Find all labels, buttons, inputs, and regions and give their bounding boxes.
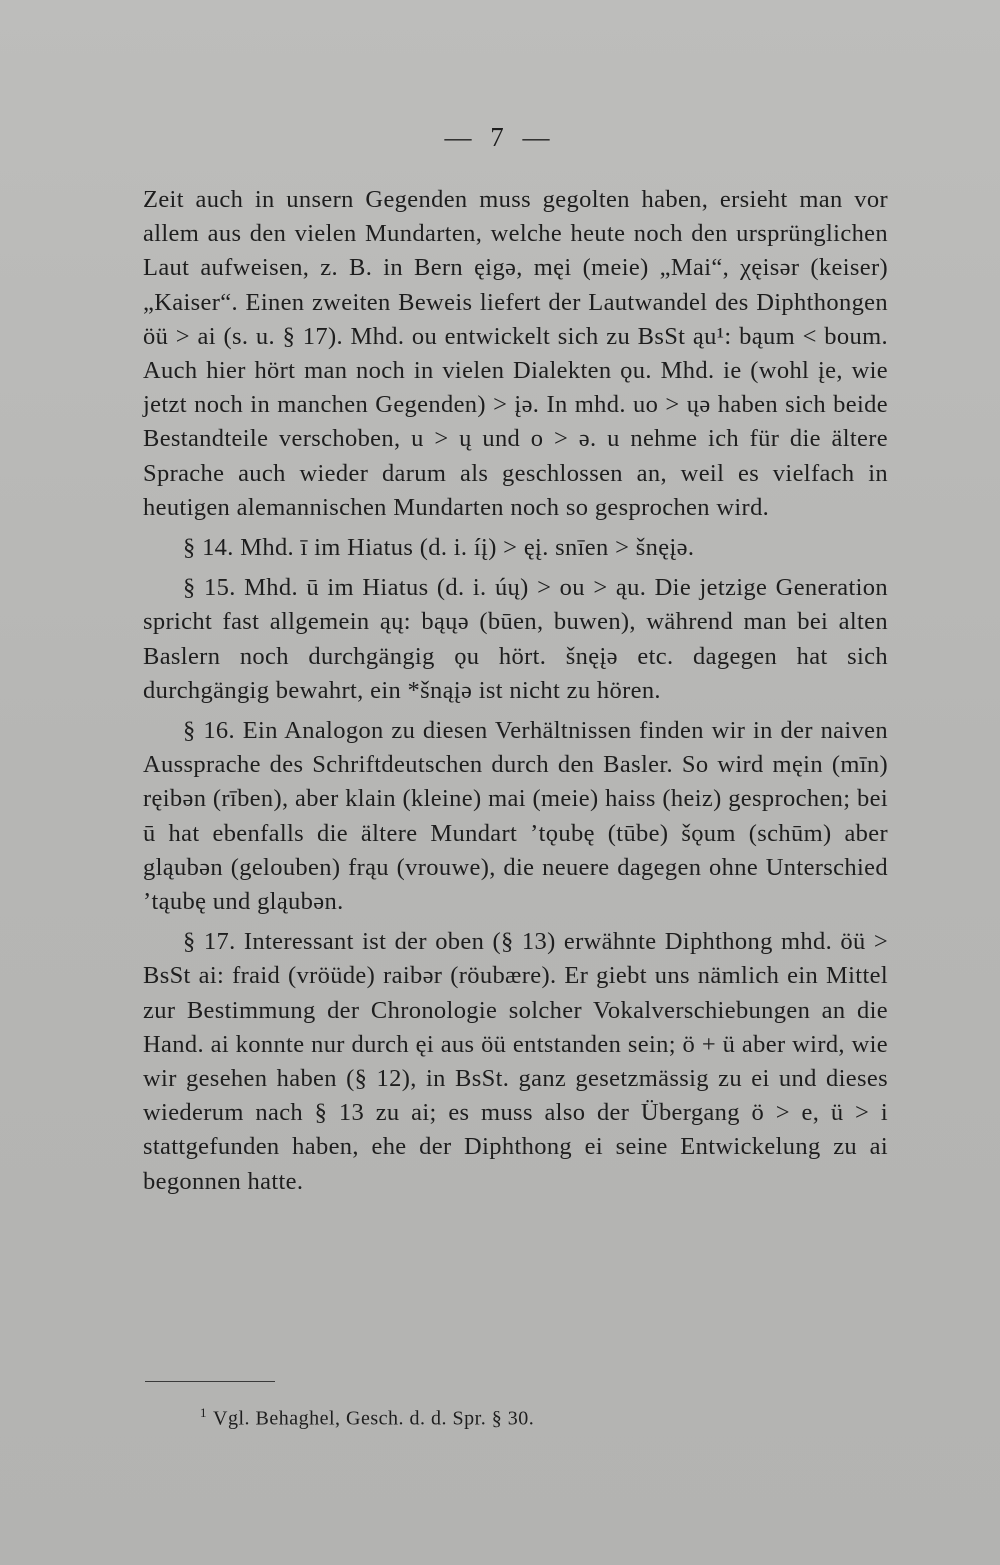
paragraph-section-17: § 17. Interessant ist der oben (§ 13) erwähnte Diphthong mhd. öü > BsSt ai: fraid (vröüde) raibər (röubære). Er giebt uns nämlich ein Mittel zur Bestimmung der Chronologie solcher Vokalverschiebungen an die Hand. ai konnte nur durch ęi aus öü entstanden sein; ö + ü aber wird, wie wir gesehen haben (§ 12), in BsSt. ganz gesetzmässig zu ei und dieses wiederum nach § 13 zu ai; es muss also der Übergang ö > e, ü > i stattgefunden haben, ehe der Diphthong ei seine Entwickelung zu ai begonnen hatte.	[143, 928, 888, 1195]
paragraph-continuation: Zeit auch in unsern Gegenden muss gegolten haben, ersieht man vor allem aus den vielen Mundarten, welche heute noch den ursprünglichen Laut aufweisen, z. B. in Bern ęigə, męi (meie) „Mai“, χęisər (keiser) „Kaiser“. Einen zweiten Beweis liefert der Lautwandel des Diphthongen öü > ai (s. u. § 17). Mhd. ou entwickelt sich zu BsSt ąu¹: bąum < boum. Auch hier hört man noch in vielen Dialekten ǫu. Mhd. ie (wohl įe, wie jetzt noch in manchen Gegenden) > įə. In mhd. uo > ųə haben sich beide Bestandteile verschoben, u > ų und o > ə. u nehme ich für die ältere Sprache auch wieder darum als geschlossen an, weil es vielfach in heutigen alemannischen Mundarten noch so gesprochen wird.	[143, 186, 888, 521]
paragraph-section-15: § 15. Mhd. ū im Hiatus (d. i. úų) > ou > ąu. Die jetzige Generation spricht fast allgemein ąų: bąųə (būen, buwen), während man bei alten Baslern noch durchgängig ǫu hört. šnęįə etc. dagegen hat sich durchgängig bewahrt, ein *šnąįə ist nicht zu hören.	[143, 574, 888, 704]
footnote-mark: 1	[200, 1405, 207, 1420]
body-text	[143, 183, 888, 1199]
paragraph-section-16: § 16. Ein Analogon zu diesen Verhältnissen finden wir in der naiven Aussprache des Schriftdeutschen durch den Basler. So wird męin (mīn) ręibən (rīben), aber klain (kleine) mai (meie) haiss (heiz) gesprochen; bei ū hat ebenfalls die ältere Mundart ʼtǫubę (tūbe) šǫum (schūm) aber gląubən (gelouben) frąu (vrouwe), die neuere dagegen ohne Unterschied ʼtąubę und gląubən.	[143, 717, 888, 916]
footnote-divider	[145, 1381, 275, 1382]
footnote	[200, 1405, 900, 1431]
page-number: — 7 —	[444, 122, 556, 152]
footnote-text: Vgl. Behaghel, Gesch. d. d. Spr. § 30.	[213, 1407, 535, 1430]
paragraph-section-14: § 14. Mhd. ī im Hiatus (d. i. íį) > ęį. snīen > šnęįə.	[183, 534, 695, 562]
